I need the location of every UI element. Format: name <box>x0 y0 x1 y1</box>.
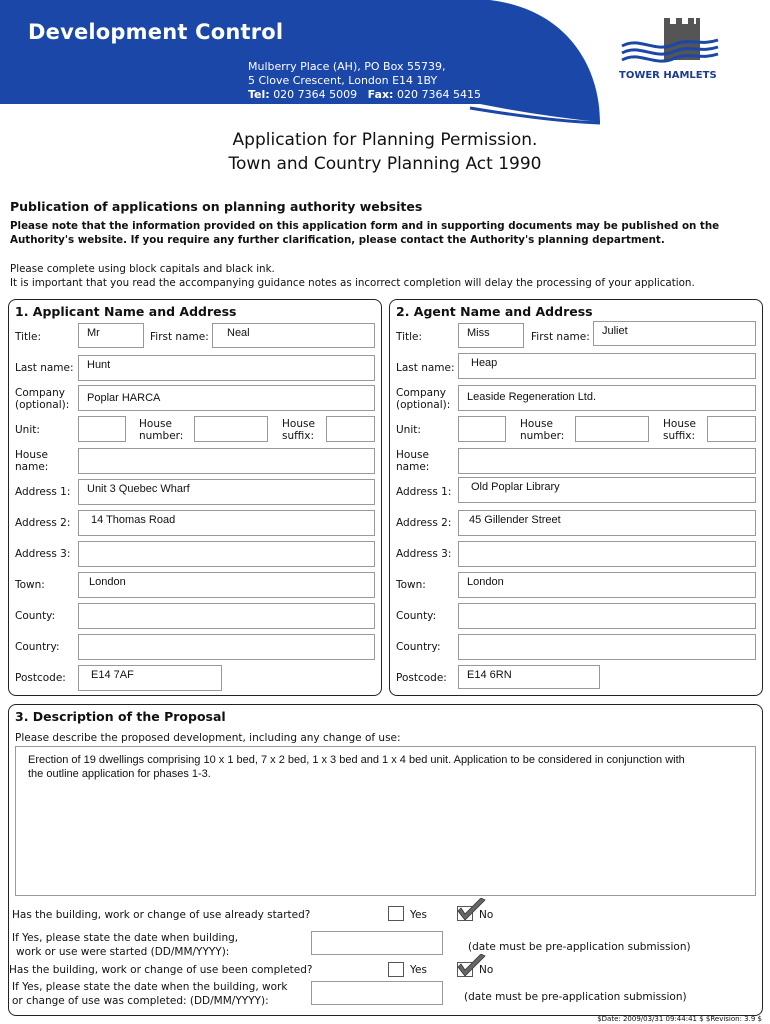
company-label-line1: Company <box>15 387 65 399</box>
header-address-line2: 5 Clove Crescent, London E14 1BY <box>248 74 438 87</box>
applicant-county-label: County: <box>15 610 56 622</box>
started-date-prompt <box>12 931 238 959</box>
agent-town-input[interactable]: London <box>458 572 756 598</box>
header-title: Development Control <box>28 20 284 44</box>
agent-company-label <box>396 387 450 411</box>
publication-note-line1: Please note that the information provided on this application form and in supporting documents may be published on the <box>10 220 720 232</box>
applicant-title-input[interactable]: Mr <box>78 323 144 348</box>
applicant-first-name-input[interactable]: Neal <box>212 323 375 348</box>
agent-county-label: County: <box>396 610 437 622</box>
started-yes-checkbox[interactable] <box>388 906 404 921</box>
completed-date-note: (date must be pre-application submission) <box>464 991 687 1003</box>
header-address-line1: Mulberry Place (AH), PO Box 55739, <box>248 60 446 73</box>
applicant-address2-label: Address 2: <box>15 517 71 529</box>
applicant-title-label: Title: <box>15 331 42 343</box>
applicant-house-suffix-input[interactable] <box>326 416 375 442</box>
applicant-house-number-label <box>139 418 183 442</box>
house-name-label-line2: name: <box>15 461 49 473</box>
house-name-label-line2: name: <box>396 461 430 473</box>
applicant-section-title: 1. Applicant Name and Address <box>15 304 237 319</box>
instruction-line2: It is important that you read the accompanying guidance notes as incorrect completion will delay the processing of your application. <box>10 277 695 289</box>
company-label-line2: (optional): <box>396 399 451 411</box>
applicant-town-label: Town: <box>15 579 45 591</box>
company-label-line2: (optional): <box>15 399 70 411</box>
applicant-company-label <box>15 387 69 411</box>
agent-house-name-label <box>396 449 429 473</box>
agent-title-label: Title: <box>396 331 423 343</box>
tower-hamlets-logo-icon <box>620 16 720 68</box>
agent-last-name-label: Last name: <box>396 362 455 374</box>
agent-house-suffix-input[interactable] <box>707 416 756 442</box>
agent-address3-input[interactable] <box>458 541 756 567</box>
agent-unit-input[interactable] <box>458 416 506 442</box>
agent-section-title: 2. Agent Name and Address <box>396 304 593 319</box>
agent-address3-label: Address 3: <box>396 548 452 560</box>
completed-date-input[interactable] <box>311 981 443 1005</box>
applicant-last-name-label: Last name: <box>15 362 74 374</box>
agent-county-input[interactable] <box>458 603 756 629</box>
house-number-label-line2: number: <box>520 430 565 442</box>
applicant-house-number-input[interactable] <box>194 416 268 442</box>
agent-address1-label: Address 1: <box>396 486 452 498</box>
house-number-label-line2: number: <box>139 430 184 442</box>
applicant-company-input[interactable]: Poplar HARCA <box>78 385 375 411</box>
applicant-postcode-label: Postcode: <box>15 672 66 684</box>
applicant-last-name-input[interactable]: Hunt <box>78 355 375 381</box>
applicant-address2-input[interactable]: 14 Thomas Road <box>78 510 375 536</box>
agent-house-number-label <box>520 418 564 442</box>
agent-postcode-input[interactable]: E14 6RN <box>458 665 600 689</box>
completed-date-prompt-line2: or change of use was completed: (DD/MM/YYYY): <box>12 995 269 1007</box>
applicant-house-name-label <box>15 449 48 473</box>
house-suffix-label-line2: suffix: <box>663 430 696 442</box>
question-completed: Has the building, work or change of use been completed? <box>9 964 313 976</box>
applicant-country-input[interactable] <box>78 634 375 660</box>
proposal-prompt: Please describe the proposed development, including any change of use: <box>15 732 401 744</box>
agent-country-label: Country: <box>396 641 441 653</box>
proposal-section-title: 3. Description of the Proposal <box>15 709 226 724</box>
completed-yes-label: Yes <box>410 964 427 976</box>
applicant-address1-label: Address 1: <box>15 486 71 498</box>
applicant-house-name-input[interactable] <box>78 448 375 474</box>
started-date-note: (date must be pre-application submission) <box>468 941 691 953</box>
agent-house-suffix-label <box>663 418 696 442</box>
completed-no-label: No <box>479 964 494 976</box>
completed-yes-checkbox[interactable] <box>388 962 404 977</box>
started-date-prompt-line2: work or use were started (DD/MM/YYYY): <box>16 946 230 958</box>
agent-address2-input[interactable]: 45 Gillender Street <box>458 510 756 536</box>
applicant-address3-input[interactable] <box>78 541 375 567</box>
publication-heading: Publication of applications on planning authority websites <box>10 199 423 214</box>
agent-address2-label: Address 2: <box>396 517 452 529</box>
proposal-description-line2: the outline application for phases 1-3. <box>28 768 211 780</box>
email-label: Email: <box>248 102 287 115</box>
completed-date-prompt <box>12 980 287 1008</box>
applicant-county-input[interactable] <box>78 603 375 629</box>
header-contact-line <box>248 88 481 101</box>
house-suffix-label-line1: House <box>663 418 696 430</box>
agent-first-name-label: First name: <box>531 331 590 343</box>
proposal-description-textarea[interactable] <box>15 746 756 896</box>
agent-title-input[interactable]: Miss <box>458 323 524 348</box>
house-number-label-line1: House <box>139 418 172 430</box>
started-no-label: No <box>479 909 494 921</box>
tel-number: 020 7364 5009 <box>273 88 358 101</box>
agent-unit-label: Unit: <box>396 424 421 436</box>
page-subtitle: Town and Country Planning Act 1990 <box>228 154 542 174</box>
instruction-line1: Please complete using block capitals and black ink. <box>10 263 275 275</box>
agent-address1-input[interactable]: Old Poplar Library <box>458 477 756 503</box>
revision-footer: $Date: 2009/03/31 09:44:41 $ $Revision: 3.9 $ <box>597 1015 762 1023</box>
question-started: Has the building, work or change of use already started? <box>12 909 311 921</box>
company-label-line1: Company <box>396 387 446 399</box>
applicant-house-suffix-label <box>282 418 315 442</box>
agent-postcode-label: Postcode: <box>396 672 447 684</box>
agent-last-name-input[interactable]: Heap <box>458 353 756 379</box>
page-title: Application for Planning Permission. <box>232 130 538 150</box>
agent-house-number-input[interactable] <box>575 416 649 442</box>
tel-label: Tel: <box>248 88 270 101</box>
agent-company-input[interactable]: Leaside Regeneration Ltd. <box>458 385 756 411</box>
started-date-prompt-line1: If Yes, please state the date when building, <box>12 932 239 944</box>
agent-first-name-input[interactable]: Juliet <box>593 321 756 346</box>
house-name-label-line1: House <box>396 449 429 461</box>
applicant-unit-label: Unit: <box>15 424 40 436</box>
applicant-country-label: Country: <box>15 641 60 653</box>
house-number-label-line1: House <box>520 418 553 430</box>
publication-note-line2: Authority's website. If you require any further clarification, please contact the Authority's planning department. <box>10 234 665 246</box>
house-name-label-line1: House <box>15 449 48 461</box>
agent-house-name-input[interactable] <box>458 448 756 474</box>
logo-text: TOWER HAMLETS <box>619 70 717 81</box>
started-yes-label: Yes <box>410 909 427 921</box>
agent-town-label: Town: <box>396 579 426 591</box>
applicant-first-name-label: First name: <box>150 331 209 343</box>
applicant-unit-input[interactable] <box>78 416 126 442</box>
house-suffix-label-line1: House <box>282 418 315 430</box>
applicant-town-input[interactable]: London <box>78 572 375 598</box>
house-suffix-label-line2: suffix: <box>282 430 315 442</box>
email-address: planning@towerhamlets.gov.uk <box>289 102 464 115</box>
proposal-description-line1: Erection of 19 dwellings comprising 10 x 1 bed, 7 x 2 bed, 1 x 3 bed and 1 x 4 bed unit. Application to be considered in conjunction with <box>28 754 685 766</box>
applicant-address3-label: Address 3: <box>15 548 71 560</box>
fax-label: Fax: <box>367 88 394 101</box>
agent-country-input[interactable] <box>458 634 756 660</box>
fax-number: 020 7364 5415 <box>396 88 481 101</box>
header-email-line <box>248 102 464 115</box>
completed-date-prompt-line1: If Yes, please state the date when the building, work <box>12 981 288 993</box>
applicant-postcode-input[interactable]: E14 7AF <box>78 665 222 691</box>
started-date-input[interactable] <box>311 931 443 955</box>
applicant-address1-input[interactable]: Unit 3 Quebec Wharf <box>78 479 375 505</box>
